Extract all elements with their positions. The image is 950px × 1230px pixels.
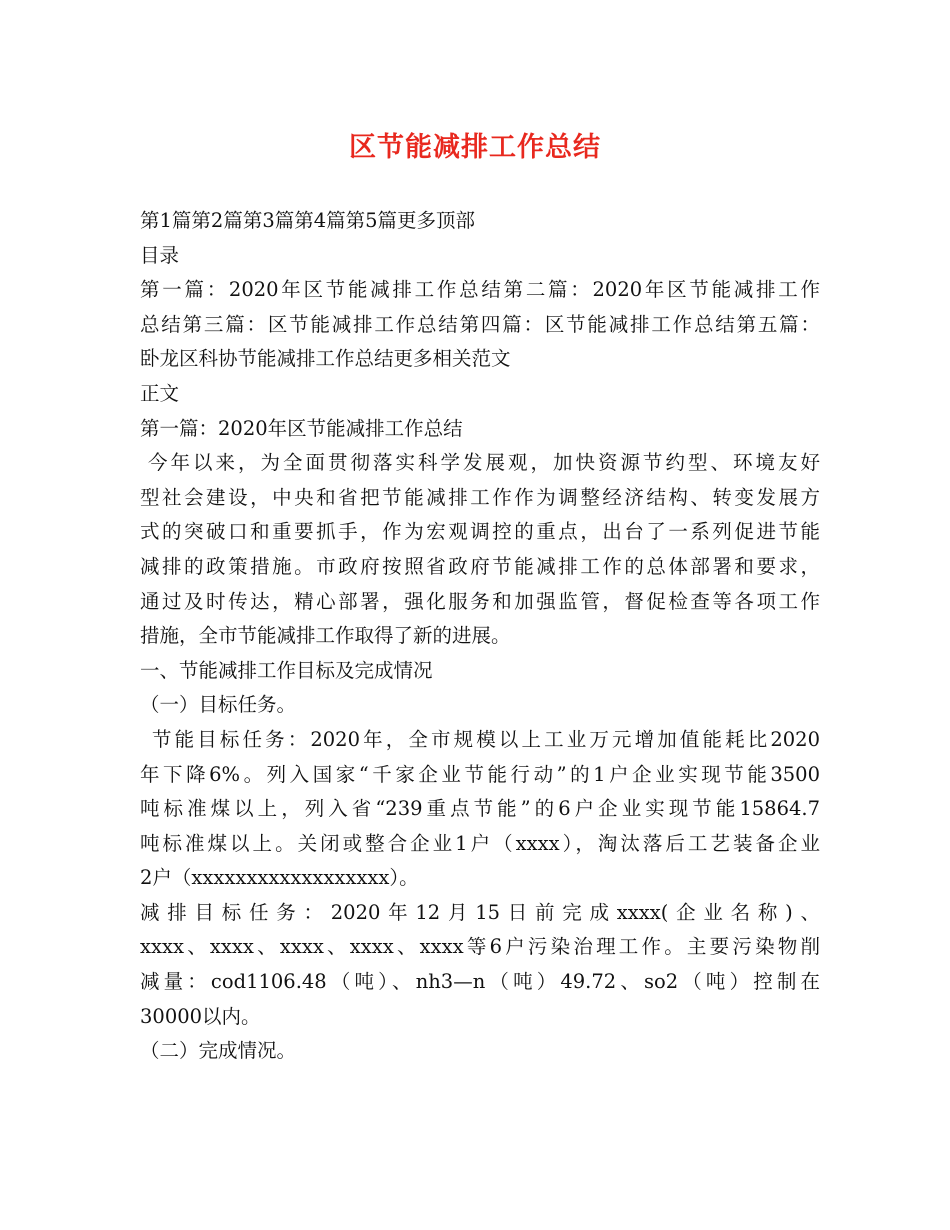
paragraph-line: 30000以内。 [140,1004,261,1028]
toc-text-line: 第一篇：2020年区节能减排工作总结第二篇：2020年区节能减排工作 [140,278,820,302]
paragraph-line: 减排的政策措施。市政府按照省政府节能减排工作的总体部署和要求， [140,554,820,578]
paragraph-line: 减量：cod1106.48（吨）、nh3—n（吨）49.72、so2（吨）控制在 [140,970,820,994]
paragraph-line: 型社会建设，中央和省把节能减排工作作为调整经济结构、转变发展方 [140,485,820,509]
document-title: 区节能减排工作总结 [349,132,601,163]
section-heading: 一、节能减排工作目标及完成情况 [140,658,433,682]
paragraph-line: 减排目标任务：2020年12月15日前完成xxxx(企业名称)、 [140,900,820,924]
article-heading: 第一篇：2020年区节能减排工作总结 [140,416,463,440]
paragraph-line: 今年以来，为全面贯彻落实科学发展观，加快资源节约型、环境友好 [148,451,820,475]
body-heading: 正文 [140,381,180,405]
paragraph-line: 节能目标任务：2020年，全市规模以上工业万元增加值能耗比2020 [152,727,820,751]
paragraph-line: 通过及时传达，精心部署，强化服务和加强监管，督促检查等各项工作 [140,589,820,613]
paragraph-line: 年下降6%。列入国家“千家企业节能行动”的1户企业实现节能3500 [140,762,820,786]
toc-heading: 目录 [140,243,180,267]
toc-nav-line: 第1篇第2篇第3篇第4篇第5篇更多顶部 [140,209,476,232]
paragraph-line: 吨标准煤以上，列入省“239重点节能”的6户企业实现节能15864.7 [140,797,820,821]
paragraph-line: xxxx、xxxx、xxxx、xxxx、xxxx等6户污染治理工作。主要污染物削 [140,935,820,959]
paragraph-line: 式的突破口和重要抓手，作为宏观调控的重点，出台了一系列促进节能 [140,520,820,544]
paragraph-line: 2户（xxxxxxxxxxxxxxxxxx）。 [140,866,419,890]
document-body [140,204,820,1069]
paragraph-line: 措施，全市节能减排工作取得了新的进展。 [140,624,511,648]
paragraph-line: 吨标准煤以上。关闭或整合企业1户（xxxx），淘汰落后工艺装备企业 [140,831,820,855]
subsection-heading: （二）完成情况。 [140,1039,297,1063]
toc-text-line: 总结第三篇：区节能减排工作总结第四篇：区节能减排工作总结第五篇： [140,312,820,336]
subsection-heading: （一）目标任务。 [140,693,297,717]
toc-text-line: 卧龙区科协节能减排工作总结更多相关范文 [140,347,511,371]
